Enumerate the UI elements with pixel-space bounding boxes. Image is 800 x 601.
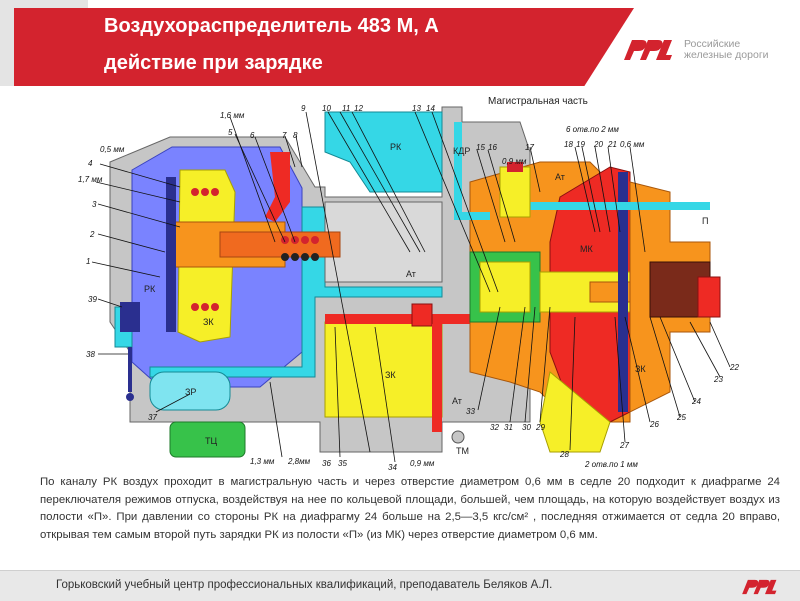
callout-n18: 18 <box>564 140 573 149</box>
switch-p-red <box>698 277 720 317</box>
callout-n5: 5 <box>228 128 233 137</box>
callout-n6: 6 <box>250 131 255 140</box>
kdr-valve <box>500 167 530 217</box>
air-distributor-diagram <box>70 92 760 472</box>
tm-valve <box>452 431 464 443</box>
logo-text <box>684 39 769 61</box>
rk-channel-top-right <box>510 202 710 210</box>
callout-n2: 2 <box>90 230 95 239</box>
callout-28mm: 2,8мм <box>288 457 311 466</box>
footer-bar <box>0 570 800 601</box>
rk-top-chamber <box>325 112 442 192</box>
logo-text-line2: железные дороги <box>684 49 769 61</box>
callout-n33: 33 <box>466 407 475 416</box>
callout-n12: 12 <box>354 104 363 113</box>
left-valve-39 <box>120 302 140 332</box>
footer-text: Горьковский учебный центр профессиональных квалификаций, преподаватель Беляков А.Л. <box>56 579 553 591</box>
callout-n21: 21 <box>608 140 617 149</box>
callout-n1: 1 <box>86 257 91 266</box>
zone-mk: МК <box>580 244 593 254</box>
callout-n19: 19 <box>576 140 585 149</box>
callout-n24: 24 <box>692 397 701 406</box>
zone-at-top: Ат <box>555 172 565 182</box>
zone-zk-left: ЗК <box>203 317 214 327</box>
callout-n10: 10 <box>322 104 331 113</box>
zone-rk-top: РК <box>390 142 402 152</box>
callout-n17: 17 <box>525 143 534 152</box>
callout-n27: 27 <box>620 441 629 450</box>
red-valve <box>412 304 432 326</box>
callout-n23: 23 <box>714 375 723 384</box>
callout-n14: 14 <box>426 104 435 113</box>
zone-tm: ТМ <box>456 446 469 456</box>
center-chamber <box>325 202 442 282</box>
callout-n28: 28 <box>560 450 569 459</box>
zone-at-bottom: Ат <box>452 396 462 406</box>
callout-n25: 25 <box>677 413 686 422</box>
zone-zk-center: ЗК <box>385 370 396 380</box>
rzd-logo <box>620 36 769 64</box>
callout-06mm: 0,6 мм <box>620 140 645 149</box>
callout-n22: 22 <box>730 363 739 372</box>
callout-13mm: 1,3 мм <box>250 457 275 466</box>
callout-n31: 31 <box>504 423 513 432</box>
callout-n13: 13 <box>412 104 421 113</box>
logo-text-line1: Российские <box>684 38 741 50</box>
zone-kdr: КДР <box>453 146 471 156</box>
tm-channel <box>432 324 442 432</box>
rzd-logo-icon <box>620 36 678 64</box>
footer-rzd-logo-icon <box>735 577 785 597</box>
callout-n37: 37 <box>148 413 157 422</box>
zk-center-chamber <box>325 322 442 417</box>
callout-05mm: 0,5 мм <box>100 145 125 154</box>
zone-rk-left: РК <box>144 284 156 294</box>
callout-16mm: 1,6 мм <box>220 111 245 120</box>
zone-at-center: Ат <box>406 269 416 279</box>
callout-n35: 35 <box>338 459 347 468</box>
callout-n38: 38 <box>86 350 95 359</box>
zone-p: П <box>702 216 709 226</box>
callout-n32: 32 <box>490 423 499 432</box>
callout-n8: 8 <box>293 131 298 140</box>
callout-n15: 15 <box>476 143 485 152</box>
callout-n4: 4 <box>88 159 93 168</box>
callout-n29: 29 <box>536 423 545 432</box>
zone-tc: ТЦ <box>205 436 218 446</box>
lever-knob <box>126 393 134 401</box>
callout-n11: 11 <box>342 104 351 113</box>
zone-zk-right: ЗК <box>635 364 646 374</box>
callout-n16: 16 <box>488 143 497 152</box>
callout-n9: 9 <box>301 104 306 113</box>
callout-17mm: 1,7 мм <box>78 175 103 184</box>
page-title: Воздухораспределитель 483 М, А <box>104 15 439 37</box>
callout-2otv: 2 отв.по 1 мм <box>585 460 638 469</box>
callout-n30: 30 <box>522 423 531 432</box>
zone-zr: ЗР <box>185 387 197 397</box>
callout-n20: 20 <box>594 140 603 149</box>
callout-09mm-bottom: 0,9 мм <box>410 459 435 468</box>
callout-n26: 26 <box>650 420 659 429</box>
callout-09mm-top: 0,9 мм <box>502 157 527 166</box>
piston-rod <box>220 232 340 257</box>
callout-n3: 3 <box>92 200 97 209</box>
callout-n36: 36 <box>322 459 331 468</box>
description-text: По каналу РК воздух проходит в магистральную часть и через отверстие диаметром 0,6 мм в седле 20 подходит к диафрагме 24 переключателя режимов отпуска, воздействуя на нее по кольцевой площади, большей, чем площадь, на которую воздействует воздух из полости «П». При давлении со стороны РК на диафрагму 24 больше на 2,5—3,5 кгс/см² , последняя отжимается от седла 20 вправо, открывая тем самым второй путь зарядки РК из полости «П» (из МК) через отверстие диаметром 0,6 мм. <box>40 476 780 541</box>
label-magistral-part: Магистральная часть <box>488 96 588 107</box>
callout-6otv: 6 отв.по 2 мм <box>566 125 619 134</box>
callout-n34: 34 <box>388 463 397 472</box>
callout-n39: 39 <box>88 295 97 304</box>
page-subtitle: действие при зарядке <box>104 52 323 74</box>
callout-n7: 7 <box>282 131 287 140</box>
